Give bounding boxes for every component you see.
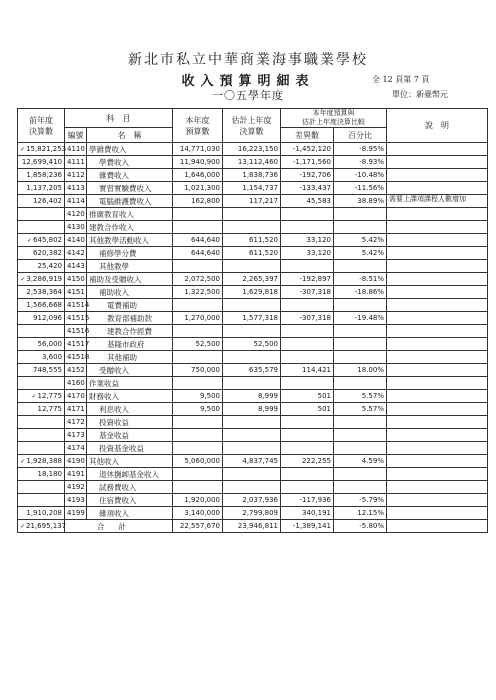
table-row	[18, 351, 488, 364]
cell-pct	[334, 208, 387, 221]
income-budget-table	[17, 108, 488, 533]
cell-pct: -5.79%	[334, 494, 387, 507]
total-row	[18, 520, 488, 533]
cell-prev-year: 1,910,208	[18, 507, 65, 520]
cell-est-last: 4,837,745	[223, 455, 281, 468]
cell-code: 41515	[65, 312, 87, 325]
cell-code: 41514	[65, 299, 87, 312]
cell-note	[387, 182, 488, 195]
check-mark-icon: ✓	[31, 392, 37, 400]
cell-budget: 1,021,300	[173, 182, 223, 195]
cell-prev-year: 3,600	[18, 351, 65, 364]
cell-budget: 1,322,500	[173, 286, 223, 299]
cell-est-last: 2,265,397	[223, 273, 281, 286]
cell-diff: 45,583	[281, 195, 334, 208]
cell-name: 住宿費收入	[87, 494, 173, 507]
cell-est-last	[223, 299, 281, 312]
cell-budget: 14,771,030	[173, 143, 223, 156]
cell-code: 41517	[65, 338, 87, 351]
cell-note	[387, 325, 488, 338]
cell-diff	[281, 299, 334, 312]
cell-est-last	[223, 429, 281, 442]
cell-diff	[281, 260, 334, 273]
cell-diff: 340,191	[281, 507, 334, 520]
cell-prev-year: ✓3,286,919	[18, 273, 65, 286]
cell-note	[387, 247, 488, 260]
cell-code: 4114	[65, 195, 87, 208]
cell-name: 投資收益	[87, 416, 173, 429]
cell-est-last: 52,500	[223, 338, 281, 351]
cell-note	[387, 377, 488, 390]
total-label: 合計	[65, 520, 173, 533]
table-row	[18, 169, 488, 182]
cell-code: 4143	[65, 260, 87, 273]
cell-note	[387, 169, 488, 182]
cell-note	[387, 299, 488, 312]
cell-prev-year	[18, 494, 65, 507]
total-note	[387, 520, 488, 533]
cell-code: 4150	[65, 273, 87, 286]
cell-prev-year	[18, 221, 65, 234]
cell-est-last: 611,520	[223, 247, 281, 260]
table-row	[18, 247, 488, 260]
total-prev: ✓21,695,137	[18, 520, 65, 533]
total-est: 23,946,811	[223, 520, 281, 533]
table-row	[18, 442, 488, 455]
cell-pct: -8.51%	[334, 273, 387, 286]
cell-pct: 5.42%	[334, 247, 387, 260]
cell-prev-year: ✓12,775	[18, 390, 65, 403]
cell-note	[387, 351, 488, 364]
check-mark-icon: ✓	[20, 522, 26, 530]
cell-note	[387, 390, 488, 403]
academic-year: 一〇五學年度	[212, 89, 284, 102]
cell-name: 推廣教育收入	[87, 208, 173, 221]
cell-prev-year	[18, 442, 65, 455]
cell-est-last: 8,999	[223, 403, 281, 416]
table-row	[18, 195, 488, 208]
cell-pct	[334, 442, 387, 455]
table-row	[18, 286, 488, 299]
table-row	[18, 234, 488, 247]
cell-budget	[173, 442, 223, 455]
table-row	[18, 403, 488, 416]
cell-note: 需要上課項課程人數增加	[387, 195, 488, 208]
cell-note	[387, 273, 488, 286]
cell-est-last: 2,799,809	[223, 507, 281, 520]
cell-pct: -8.93%	[334, 156, 387, 169]
cell-pct	[334, 299, 387, 312]
cell-budget	[173, 325, 223, 338]
cell-est-last	[223, 416, 281, 429]
cell-name: 利息收入	[87, 403, 173, 416]
cell-budget	[173, 416, 223, 429]
cell-code: 4193	[65, 494, 87, 507]
cell-name: 其他教學	[87, 260, 173, 273]
cell-note	[387, 442, 488, 455]
cell-est-last	[223, 208, 281, 221]
document-title: 收入預算明細表	[181, 74, 315, 89]
cell-diff	[281, 325, 334, 338]
cell-prev-year	[18, 208, 65, 221]
cell-est-last: 1,154,737	[223, 182, 281, 195]
cell-diff: 222,255	[281, 455, 334, 468]
cell-pct	[334, 260, 387, 273]
cell-est-last: 635,579	[223, 364, 281, 377]
cell-pct: -11.56%	[334, 182, 387, 195]
cell-name: 雜費收入	[87, 169, 173, 182]
cell-note	[387, 403, 488, 416]
cell-budget: 1,270,000	[173, 312, 223, 325]
cell-diff	[281, 468, 334, 481]
cell-note	[387, 286, 488, 299]
table-row	[18, 260, 488, 273]
cell-diff	[281, 442, 334, 455]
cell-pct	[334, 351, 387, 364]
cell-name: 基金收益	[87, 429, 173, 442]
cell-note	[387, 338, 488, 351]
cell-est-last	[223, 221, 281, 234]
cell-code: 4120	[65, 208, 87, 221]
total-diff: -1,389,141	[281, 520, 334, 533]
cell-note	[387, 312, 488, 325]
cell-name: 補助收入	[87, 286, 173, 299]
table-row	[18, 273, 488, 286]
cell-note	[387, 429, 488, 442]
cell-name: 電費補助	[87, 299, 173, 312]
cell-name: 其他收入	[87, 455, 173, 468]
cell-note	[387, 156, 488, 169]
col-note: 說 明	[387, 109, 488, 143]
table-row	[18, 338, 488, 351]
cell-est-last	[223, 377, 281, 390]
cell-prev-year: 25,420	[18, 260, 65, 273]
cell-budget: 1,646,000	[173, 169, 223, 182]
cell-budget	[173, 221, 223, 234]
cell-diff: 33,120	[281, 247, 334, 260]
cell-pct: 38.89%	[334, 195, 387, 208]
cell-prev-year	[18, 377, 65, 390]
cell-pct	[334, 377, 387, 390]
table-row	[18, 208, 488, 221]
cell-prev-year: 620,382	[18, 247, 65, 260]
table-row	[18, 468, 488, 481]
cell-code: 4172	[65, 416, 87, 429]
col-pct: 百分比	[334, 128, 387, 143]
cell-prev-year: 56,000	[18, 338, 65, 351]
table-row	[18, 377, 488, 390]
table-row	[18, 312, 488, 325]
cell-name: 電腦維護費收入	[87, 195, 173, 208]
cell-pct	[334, 416, 387, 429]
table-row	[18, 507, 488, 520]
check-mark-icon: ✓	[27, 236, 33, 244]
cell-name: 雜項收入	[87, 507, 173, 520]
cell-budget: 52,500	[173, 338, 223, 351]
total-pct: -5.80%	[334, 520, 387, 533]
cell-name: 試務費收入	[87, 481, 173, 494]
table-row	[18, 494, 488, 507]
cell-diff: -1,452,120	[281, 143, 334, 156]
cell-note	[387, 507, 488, 520]
cell-budget	[173, 377, 223, 390]
table-body	[18, 143, 488, 520]
cell-est-last: 16,223,150	[223, 143, 281, 156]
cell-budget: 2,072,500	[173, 273, 223, 286]
cell-pct: 4.59%	[334, 455, 387, 468]
cell-name: 作業收益	[87, 377, 173, 390]
cell-name: 教育部補助款	[87, 312, 173, 325]
cell-name: 建教合作經費	[87, 325, 173, 338]
table-row	[18, 429, 488, 442]
cell-est-last	[223, 442, 281, 455]
cell-note	[387, 494, 488, 507]
cell-prev-year: 2,538,364	[18, 286, 65, 299]
cell-code: 4113	[65, 182, 87, 195]
cell-name: 學費收入	[87, 156, 173, 169]
cell-code: 4174	[65, 442, 87, 455]
cell-budget: 9,500	[173, 403, 223, 416]
cell-budget: 1,920,000	[173, 494, 223, 507]
cell-diff: -192,706	[281, 169, 334, 182]
table-row	[18, 325, 488, 338]
cell-prev-year	[18, 429, 65, 442]
cell-note	[387, 208, 488, 221]
cell-diff: -133,437	[281, 182, 334, 195]
cell-budget: 162,800	[173, 195, 223, 208]
cell-code: 4110	[65, 143, 87, 156]
cell-prev-year: 12,775	[18, 403, 65, 416]
cell-diff	[281, 377, 334, 390]
cell-name: 退休撫卹基金收入	[87, 468, 173, 481]
cell-name: 補修學分費	[87, 247, 173, 260]
cell-prev-year: 126,402	[18, 195, 65, 208]
cell-est-last: 1,577,318	[223, 312, 281, 325]
cell-diff	[281, 208, 334, 221]
cell-prev-year: ✓1,928,388	[18, 455, 65, 468]
cell-budget	[173, 260, 223, 273]
cell-budget	[173, 351, 223, 364]
cell-code: 4111	[65, 156, 87, 169]
cell-code: 4191	[65, 468, 87, 481]
page-number-info: 全 12 頁第 7 頁	[372, 75, 430, 84]
cell-est-last: 1,838,736	[223, 169, 281, 182]
cell-prev-year: ✓15,821,253	[18, 143, 65, 156]
col-est-last: 估計上年度 決算數	[223, 109, 281, 143]
cell-prev-year: 1,858,236	[18, 169, 65, 182]
table-row	[18, 390, 488, 403]
col-budget: 本年度 預算數	[173, 109, 223, 143]
cell-code: 4190	[65, 455, 87, 468]
cell-budget	[173, 481, 223, 494]
cell-budget: 5,060,000	[173, 455, 223, 468]
cell-prev-year: 912,096	[18, 312, 65, 325]
cell-prev-year	[18, 416, 65, 429]
cell-budget	[173, 299, 223, 312]
cell-code: 4173	[65, 429, 87, 442]
table-row	[18, 182, 488, 195]
cell-diff: 501	[281, 390, 334, 403]
cell-est-last	[223, 325, 281, 338]
cell-diff: -117,936	[281, 494, 334, 507]
cell-code: 4160	[65, 377, 87, 390]
cell-prev-year: 748,555	[18, 364, 65, 377]
cell-name: 財務收入	[87, 390, 173, 403]
table-row	[18, 364, 488, 377]
cell-budget	[173, 429, 223, 442]
cell-budget: 3,140,000	[173, 507, 223, 520]
cell-diff: -192,897	[281, 273, 334, 286]
total-budget: 22,557,670	[173, 520, 223, 533]
cell-est-last	[223, 260, 281, 273]
cell-pct	[334, 221, 387, 234]
table-row	[18, 481, 488, 494]
cell-pct	[334, 481, 387, 494]
cell-diff	[281, 221, 334, 234]
cell-name: 受贈收入	[87, 364, 173, 377]
cell-pct	[334, 338, 387, 351]
cell-code: 4140	[65, 234, 87, 247]
cell-est-last	[223, 481, 281, 494]
cell-pct: 5.57%	[334, 390, 387, 403]
cell-prev-year	[18, 325, 65, 338]
table-row	[18, 143, 488, 156]
cell-diff	[281, 351, 334, 364]
cell-est-last: 13,112,460	[223, 156, 281, 169]
cell-prev-year: ✓645,802	[18, 234, 65, 247]
cell-diff	[281, 429, 334, 442]
table-header-row-1	[18, 109, 488, 128]
cell-diff	[281, 416, 334, 429]
cell-pct: -19.48%	[334, 312, 387, 325]
cell-pct: -18.86%	[334, 286, 387, 299]
cell-note	[387, 455, 488, 468]
cell-pct: 5.42%	[334, 234, 387, 247]
table-row	[18, 455, 488, 468]
cell-pct: -8.95%	[334, 143, 387, 156]
cell-name: 其他補助	[87, 351, 173, 364]
col-diff: 差異數	[281, 128, 334, 143]
cell-note	[387, 221, 488, 234]
cell-pct	[334, 325, 387, 338]
cell-est-last: 8,999	[223, 390, 281, 403]
cell-name: 建教合作收入	[87, 221, 173, 234]
cell-est-last: 117,217	[223, 195, 281, 208]
cell-note	[387, 416, 488, 429]
cell-name: 實習實驗費收入	[87, 182, 173, 195]
cell-code: 4192	[65, 481, 87, 494]
school-name: 新北市私立中華商業海事職業學校	[128, 52, 368, 68]
cell-code: 4142	[65, 247, 87, 260]
cell-diff: -307,318	[281, 312, 334, 325]
cell-pct: 12.15%	[334, 507, 387, 520]
cell-code: 4171	[65, 403, 87, 416]
cell-note	[387, 234, 488, 247]
table-row	[18, 299, 488, 312]
cell-code: 4199	[65, 507, 87, 520]
cell-diff	[281, 338, 334, 351]
cell-budget: 750,000	[173, 364, 223, 377]
cell-code: 4170	[65, 390, 87, 403]
cell-pct	[334, 468, 387, 481]
cell-name: 投資基金收益	[87, 442, 173, 455]
col-name: 名 稱	[87, 128, 173, 143]
cell-budget: 9,500	[173, 390, 223, 403]
col-code: 編號	[65, 128, 87, 143]
cell-prev-year: 12,699,410	[18, 156, 65, 169]
cell-code: 4151	[65, 286, 87, 299]
cell-note	[387, 364, 488, 377]
table-row	[18, 156, 488, 169]
col-subject: 科 目	[65, 109, 173, 128]
cell-diff: 114,421	[281, 364, 334, 377]
table-row	[18, 221, 488, 234]
cell-prev-year: 1,566,668	[18, 299, 65, 312]
currency-unit: 單位：新臺幣元	[392, 90, 448, 99]
cell-diff: 33,120	[281, 234, 334, 247]
cell-est-last	[223, 351, 281, 364]
cell-prev-year: 18,180	[18, 468, 65, 481]
cell-pct: 18.00%	[334, 364, 387, 377]
cell-name: 基隆市政府	[87, 338, 173, 351]
cell-pct: 5.57%	[334, 403, 387, 416]
cell-diff: -1,171,560	[281, 156, 334, 169]
cell-budget: 644,640	[173, 234, 223, 247]
cell-code: 4130	[65, 221, 87, 234]
cell-est-last	[223, 468, 281, 481]
cell-diff: -307,318	[281, 286, 334, 299]
cell-note	[387, 143, 488, 156]
cell-note	[387, 468, 488, 481]
cell-name: 學雜費收入	[87, 143, 173, 156]
cell-code: 4152	[65, 364, 87, 377]
cell-budget	[173, 208, 223, 221]
cell-budget: 11,940,900	[173, 156, 223, 169]
cell-pct	[334, 429, 387, 442]
check-mark-icon: ✓	[20, 145, 26, 153]
col-compare: 本年度預算與 估計上年度決算比較	[281, 109, 387, 128]
cell-est-last: 2,037,936	[223, 494, 281, 507]
check-mark-icon: ✓	[20, 275, 26, 283]
cell-name: 其他教學活動收入	[87, 234, 173, 247]
cell-budget	[173, 468, 223, 481]
cell-note	[387, 481, 488, 494]
cell-code: 41516	[65, 325, 87, 338]
table-row	[18, 416, 488, 429]
cell-code: 41518	[65, 351, 87, 364]
cell-prev-year	[18, 481, 65, 494]
cell-est-last: 1,629,818	[223, 286, 281, 299]
cell-code: 4112	[65, 169, 87, 182]
cell-diff	[281, 481, 334, 494]
cell-note	[387, 260, 488, 273]
check-mark-icon: ✓	[20, 457, 26, 465]
cell-prev-year: 1,137,205	[18, 182, 65, 195]
cell-name: 補助及受贈收入	[87, 273, 173, 286]
col-prev-year: 前年度 決算數	[18, 109, 65, 143]
cell-budget: 644,640	[173, 247, 223, 260]
cell-est-last: 611,520	[223, 234, 281, 247]
cell-diff: 501	[281, 403, 334, 416]
cell-pct: -10.48%	[334, 169, 387, 182]
